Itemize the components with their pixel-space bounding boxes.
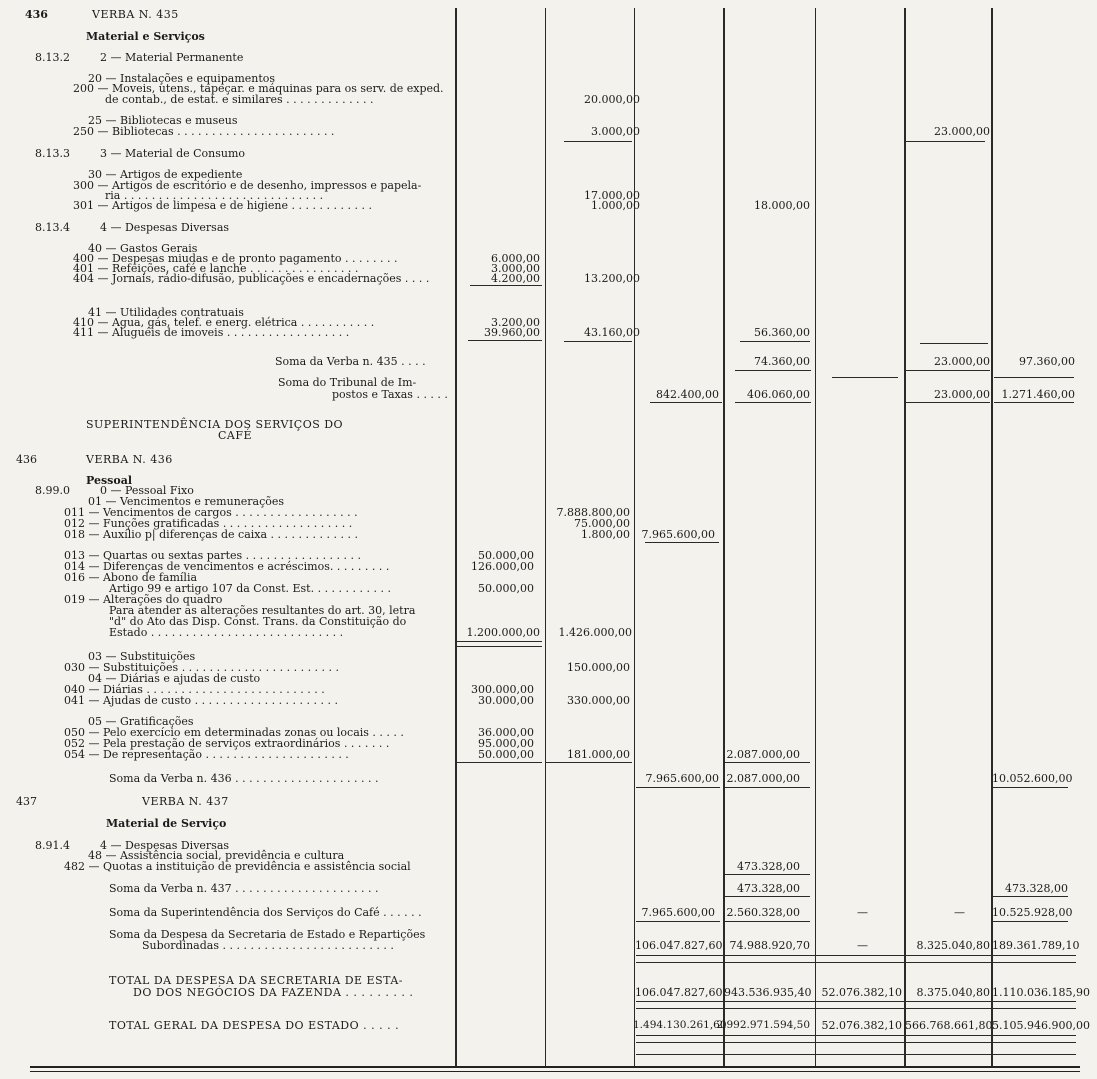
row-label: 8.91.4 bbox=[35, 839, 70, 852]
amount-value: 1.800,00 bbox=[581, 528, 630, 541]
amount-value: 106.047.827,60 bbox=[635, 986, 723, 999]
amount-value: 943.536.935,40 bbox=[724, 986, 812, 999]
amount-value: 406.060,00 bbox=[747, 388, 810, 401]
amount-value: 473.328,00 bbox=[737, 860, 800, 873]
amount-value: 1.271.460,00 bbox=[1001, 388, 1075, 401]
column-rule bbox=[455, 8, 457, 1066]
amount-value: 8.375.040,80 bbox=[916, 986, 990, 999]
row-label: Material de Serviço bbox=[106, 817, 227, 830]
sum-rule bbox=[636, 921, 720, 922]
row-label: Soma da Verba n. 437 . . . . . . . . . . . . . . . . . . . . . bbox=[109, 882, 379, 895]
amount-value: 1.200.000,00 bbox=[466, 626, 540, 639]
row-label: 250 — Bibliotecas . . . . . . . . . . . . . . . . . . . . . . . bbox=[73, 125, 335, 138]
row-label: VERBA N. 435 bbox=[92, 8, 179, 21]
row-label: VERBA N. 437 bbox=[142, 795, 229, 808]
sum-rule bbox=[636, 787, 720, 788]
amount-value: 7.965.600,00 bbox=[641, 528, 715, 541]
amount-value: 473.328,00 bbox=[737, 882, 800, 895]
row-label: 404 — Jornais, rádio-difusão, publicações e encadernações . . . . bbox=[73, 272, 430, 285]
amount-value: 18.000,00 bbox=[754, 199, 810, 212]
row-label: de contab., de estat. e similares . . . . . . . . . . . . . bbox=[105, 93, 374, 106]
page-bottom-rule bbox=[30, 1071, 1080, 1072]
row-label: 041 — Ajudas de custo . . . . . . . . . . . . . . . . . . . . . bbox=[64, 694, 339, 707]
amount-value: 20.000,00 bbox=[584, 93, 640, 106]
amount-value: 3.000,00 bbox=[591, 125, 640, 138]
amount-value: 7.965.600,00 bbox=[641, 906, 715, 919]
row-label: 200 — Moveis, utens., tapeçar. e máquinas para os serv. de exped. bbox=[73, 82, 444, 95]
row-label: 014 — Diferenças de vencimentos e acréscimos. . . . . . . . . bbox=[64, 560, 390, 573]
amount-value: 23.000,00 bbox=[934, 355, 990, 368]
row-label: Para atender as alterações resultantes do art. 30, letra bbox=[109, 604, 416, 617]
amount-value: 10.052.600,00 bbox=[992, 772, 1073, 785]
sum-rule bbox=[650, 402, 722, 403]
amount-value: 189.361.789,10 bbox=[992, 939, 1080, 952]
amount-value: 126.000,00 bbox=[471, 560, 534, 573]
amount-value: 5.105.946.900,00 bbox=[992, 1019, 1090, 1032]
row-label: 8.13.3 bbox=[35, 147, 70, 160]
row-label: 0 — Pessoal Fixo bbox=[100, 484, 194, 497]
row-label: TOTAL DA DESPESA DA SECRETARIA DE ESTA- bbox=[109, 974, 403, 987]
amount-value: 4.200,00 bbox=[491, 272, 540, 285]
row-label: postos e Taxas . . . . . bbox=[332, 388, 448, 401]
amount-value: 17.000,00 bbox=[584, 189, 640, 202]
sum-rule bbox=[470, 285, 542, 286]
amount-value: 50.000,00 bbox=[478, 748, 534, 761]
row-label: CAFÉ bbox=[218, 429, 253, 442]
amount-value: 2.087.000,00 bbox=[726, 748, 800, 761]
row-label: 3 — Material de Consumo bbox=[100, 147, 246, 160]
amount-value: 75.000,00 bbox=[574, 517, 630, 530]
row-label: 030 — Substituições . . . . . . . . . . . . . . . . . . . . . . . bbox=[64, 661, 340, 674]
row-label: Artigo 99 e artigo 107 da Const. Est. . . . . . . . . . . . bbox=[109, 582, 392, 595]
row-label: 052 — Pela prestação de serviços extraordinários . . . . . . . bbox=[64, 737, 390, 750]
sum-rule bbox=[992, 787, 1068, 788]
row-label: 04 — Diárias e ajudas de custo bbox=[88, 672, 261, 685]
row-label: TOTAL GERAL DA DESPESA DO ESTADO . . . . . bbox=[109, 1019, 400, 1032]
amount-value: 13.200,00 bbox=[584, 272, 640, 285]
amount-value: 56.360,00 bbox=[754, 326, 810, 339]
sum-rule bbox=[905, 141, 985, 142]
row-label: 03 — Substituições bbox=[88, 650, 196, 663]
amount-value: 30.000,00 bbox=[478, 694, 534, 707]
row-label: 054 — De representação . . . . . . . . . . . . . . . . . . . . . bbox=[64, 748, 349, 761]
sum-rule bbox=[906, 370, 990, 371]
sum-rule bbox=[832, 377, 898, 378]
row-label: 40 — Gastos Gerais bbox=[88, 242, 198, 255]
amount-value: 150.000,00 bbox=[567, 661, 630, 674]
row-label: 41 — Utilidades contratuais bbox=[88, 306, 244, 319]
amount-value: 3.200,00 bbox=[491, 316, 540, 329]
sum-rule bbox=[456, 641, 542, 642]
sum-rule bbox=[636, 1042, 1076, 1043]
amount-value: 7.965.600,00 bbox=[645, 772, 719, 785]
sum-rule bbox=[724, 921, 810, 922]
row-label: 4 — Despesas Diversas bbox=[100, 221, 230, 234]
row-label: 8.13.4 bbox=[35, 221, 70, 234]
row-label: 01 — Vencimentos e remunerações bbox=[88, 495, 285, 508]
amount-value: 50.000,00 bbox=[478, 582, 534, 595]
row-label: 30 — Artigos de expediente bbox=[88, 168, 243, 181]
sum-rule bbox=[564, 141, 632, 142]
amount-value: 74.988.920,70 bbox=[729, 939, 810, 952]
amount-value: 566.768.661,80 bbox=[905, 1019, 993, 1032]
sum-rule bbox=[724, 762, 810, 763]
row-label: 050 — Pelo exercício em determinadas zonas ou locais . . . . . bbox=[64, 726, 404, 739]
amount-value: 52.076.382,10 bbox=[821, 1019, 902, 1032]
sum-rule bbox=[724, 896, 810, 897]
sum-rule bbox=[735, 370, 811, 371]
sum-rule bbox=[468, 340, 542, 341]
amount-value: 50.000,00 bbox=[478, 549, 534, 562]
sum-rule bbox=[636, 1001, 1076, 1002]
sum-rule bbox=[906, 402, 990, 403]
row-label: Soma da Verba n. 436 . . . . . . . . . . . . . . . . . . . . . bbox=[109, 772, 379, 785]
amount-value: 842.400,00 bbox=[656, 388, 719, 401]
amount-value: 106.047.827,60 bbox=[635, 939, 723, 952]
sum-rule bbox=[456, 646, 542, 647]
row-label: 8.13.2 bbox=[35, 51, 70, 64]
row-label: 040 — Diárias . . . . . . . . . . . . . . . . . . . . . . . . . . bbox=[64, 683, 325, 696]
amount-value: 6.000,00 bbox=[491, 252, 540, 265]
amount-value: 97.360,00 bbox=[1019, 355, 1075, 368]
sum-rule bbox=[724, 874, 810, 875]
row-label: 013 — Quartas ou sextas partes . . . . . . . . . . . . . . . . . bbox=[64, 549, 362, 562]
sum-rule bbox=[636, 1035, 1076, 1036]
row-label: 05 — Gratificações bbox=[88, 715, 194, 728]
row-label: Pessoal bbox=[86, 474, 133, 487]
row-label: 411 — Aluguéis de imoveis . . . . . . . . . . . . . . . . . . bbox=[73, 326, 350, 339]
row-label: Soma da Despesa da Secretaria de Estado e Repartições bbox=[109, 928, 426, 941]
row-label: 401 — Refeições, café e lanche . . . . . . . . . . . . . . . . bbox=[73, 262, 359, 275]
row-label: Subordinadas . . . . . . . . . . . . . . . . . . . . . . . . . bbox=[142, 939, 394, 952]
amount-value: 52.076.382,10 bbox=[821, 986, 902, 999]
sum-rule bbox=[992, 896, 1068, 897]
row-label: Soma da Verba n. 435 . . . . bbox=[275, 355, 426, 368]
row-label: 4 — Despesas Diversas bbox=[100, 839, 230, 852]
row-label: 20 — Instalações e equipamentos bbox=[88, 72, 276, 85]
row-label: 410 — Agua, gás, telef. e energ. elétrica . . . . . . . . . . . bbox=[73, 316, 375, 329]
amount-value: 2.992.971.594,50 bbox=[716, 1019, 810, 1031]
row-label: 018 — Auxílio p| diferenças de caixa . . . . . . . . . . . . . bbox=[64, 528, 358, 541]
row-label: 011 — Vencimentos de cargos . . . . . . . . . . . . . . . . . . bbox=[64, 506, 358, 519]
row-label: SUPERINTENDÊNCIA DOS SERVIÇOS DO bbox=[86, 418, 344, 431]
amount-value: 1.494.130.261,60 bbox=[633, 1019, 727, 1031]
sum-rule bbox=[645, 542, 719, 543]
page-bottom-rule bbox=[30, 1066, 1080, 1068]
amount-value: 36.000,00 bbox=[478, 726, 534, 739]
amount-value: 3.000,00 bbox=[491, 262, 540, 275]
amount-value: 95.000,00 bbox=[478, 737, 534, 750]
amount-value: 43.160,00 bbox=[584, 326, 640, 339]
row-label: 019 — Alterações do quadro bbox=[64, 593, 223, 606]
row-label: VERBA N. 436 bbox=[86, 453, 173, 466]
amount-value: 2.560.328,00 bbox=[726, 906, 800, 919]
amount-value: 23.000,00 bbox=[934, 125, 990, 138]
sum-rule bbox=[994, 377, 1074, 378]
row-label: Soma do Tribunal de Im- bbox=[278, 376, 417, 389]
row-label: DO DOS NEGÓCIOS DA FAZENDA . . . . . . . . . bbox=[133, 986, 414, 999]
amount-value: 1.110.036.185,90 bbox=[992, 986, 1090, 999]
amount-value: — bbox=[857, 939, 868, 952]
row-label: Soma da Superintendência dos Serviços do Café . . . . . . bbox=[109, 906, 422, 919]
sum-rule bbox=[724, 787, 810, 788]
sum-rule bbox=[735, 402, 811, 403]
sum-rule bbox=[740, 341, 810, 342]
row-label: Estado . . . . . . . . . . . . . . . . . . . . . . . . . . . . bbox=[109, 626, 344, 639]
row-label: 012 — Funções gratificadas . . . . . . . . . . . . . . . . . . . bbox=[64, 517, 353, 530]
row-label: Material e Serviços bbox=[86, 30, 205, 43]
row-label: 482 — Quotas a instituição de previdência e assistência social bbox=[64, 860, 411, 873]
sum-rule bbox=[636, 955, 1076, 956]
sum-rule bbox=[636, 1008, 1076, 1009]
sum-rule bbox=[992, 921, 1068, 922]
amount-value: 181.000,00 bbox=[567, 748, 630, 761]
row-label: 436 bbox=[16, 453, 37, 466]
sum-rule bbox=[636, 1054, 1076, 1055]
amount-value: — bbox=[954, 906, 965, 919]
row-label: 2 — Material Permanente bbox=[100, 51, 244, 64]
amount-value: 10.525.928,00 bbox=[992, 906, 1073, 919]
row-label: 016 — Abono de família bbox=[64, 571, 198, 584]
row-label: 8.99.0 bbox=[35, 484, 70, 497]
amount-value: 8.325.040,80 bbox=[916, 939, 990, 952]
row-label: 437 bbox=[16, 795, 37, 808]
amount-value: 300.000,00 bbox=[471, 683, 534, 696]
sum-rule bbox=[564, 341, 632, 342]
row-label: 48 — Assistência social, previdência e cultura bbox=[88, 849, 345, 862]
sum-rule bbox=[920, 343, 988, 344]
amount-value: 330.000,00 bbox=[567, 694, 630, 707]
row-label: 25 — Bibliotecas e museus bbox=[88, 114, 238, 127]
row-label: 301 — Artigos de limpesa e de higiene . . . . . . . . . . . . bbox=[73, 199, 372, 212]
amount-value: — bbox=[857, 906, 868, 919]
row-label: "d" do Ato das Disp. Const. Trans. da Constituição do bbox=[109, 615, 407, 628]
amount-value: 23.000,00 bbox=[934, 388, 990, 401]
sum-rule bbox=[636, 962, 1076, 963]
amount-value: 1.000,00 bbox=[591, 199, 640, 212]
amount-value: 74.360,00 bbox=[754, 355, 810, 368]
sum-rule bbox=[994, 402, 1074, 403]
amount-value: 473.328,00 bbox=[1005, 882, 1068, 895]
amount-value: 39.960,00 bbox=[484, 326, 540, 339]
row-label: 436 bbox=[25, 8, 48, 21]
sum-rule bbox=[456, 762, 542, 763]
row-label: ria . . . . . . . . . . . . . . . . . . . . . . . . . . . . . bbox=[105, 189, 324, 202]
amount-value: 2.087.000,00 bbox=[726, 772, 800, 785]
row-label: 300 — Artigos de escritório e de desenho, impressos e papela- bbox=[73, 179, 422, 192]
amount-value: 1.426.000,00 bbox=[558, 626, 632, 639]
amount-value: 7.888.800,00 bbox=[556, 506, 630, 519]
row-label: 400 — Despesas miudas e de pronto pagamento . . . . . . . . bbox=[73, 252, 398, 265]
sum-rule bbox=[546, 762, 632, 763]
